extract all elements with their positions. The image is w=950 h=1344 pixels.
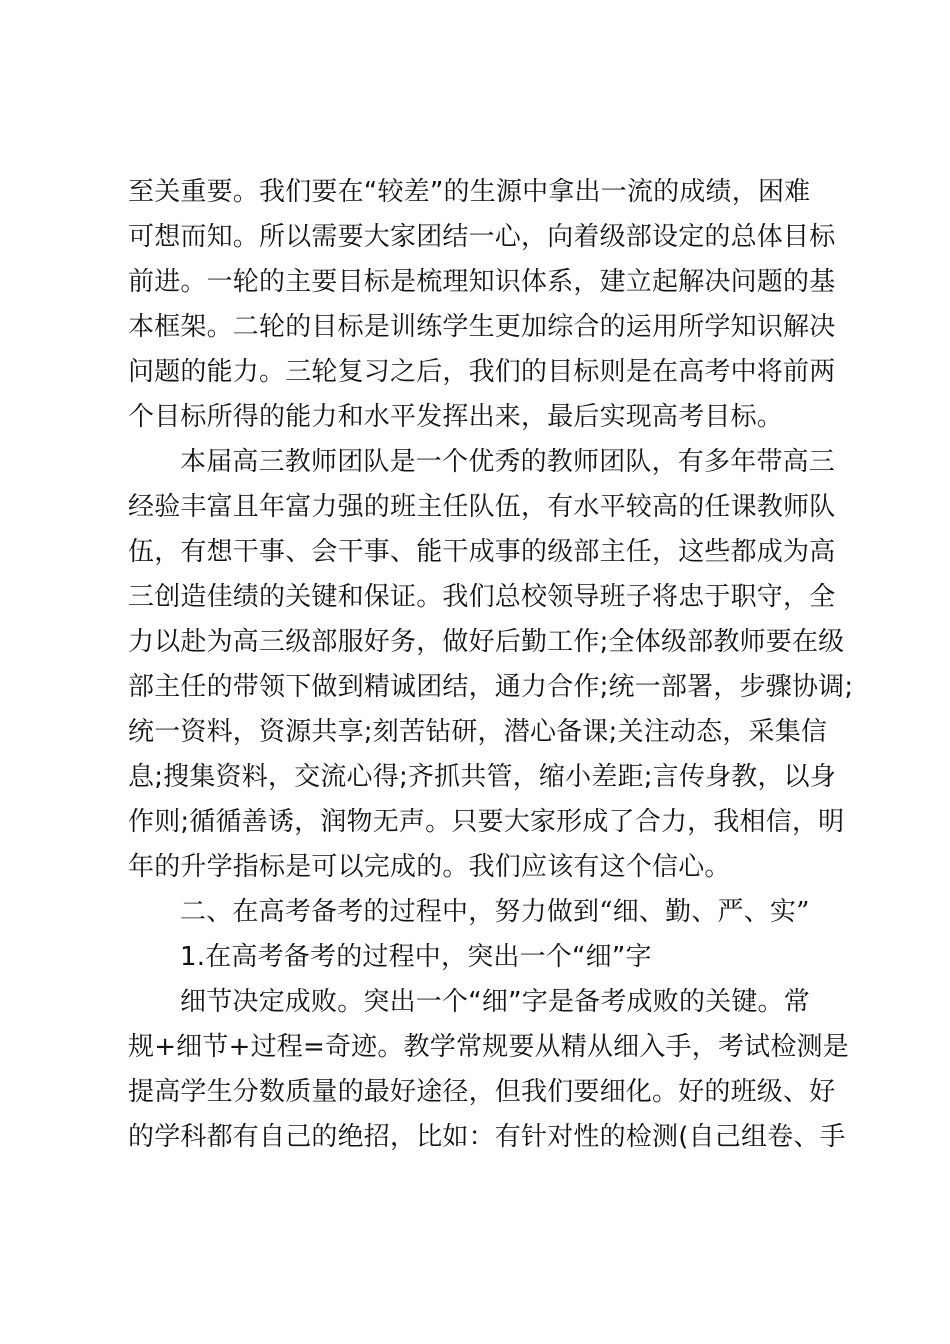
text-line: 可想而知。所以需要大家团结一心，向着级部设定的总体目标: [128, 222, 836, 252]
text-line: 伍，有想干事、会干事、能干成事的级部主任，这些都成为高: [128, 537, 836, 567]
text-line: 息;搜集资料，交流心得;齐抓共管，缩小差距;言传身教，以身: [128, 762, 837, 792]
text-line: 统一资料，资源共享;刻苦钻研，潜心备课;关注动态，采集信: [128, 717, 828, 747]
paragraph-start-line: 细节决定成败。突出一个“细”字是备考成败的关键。常: [180, 987, 810, 1017]
body-text: [128, 170, 854, 1160]
text-line: 至关重要。我们要在“较差”的生源中拿出一流的成绩，困难: [128, 177, 811, 207]
text-line: 提高学生分数质量的最好途径，但我们要细化。好的班级、好: [128, 1077, 836, 1107]
text-line: 力以赴为高三级部服好务，做好后勤工作;全体级部教师要在级: [128, 627, 845, 657]
text-line: 三创造佳绩的关键和保证。我们总校领导班子将忠于职守，全: [128, 582, 836, 612]
section-heading: 二、在高考备考的过程中，努力做到“细、勤、严、实”: [180, 897, 810, 927]
subsection-heading: 1.在高考备考的过程中，突出一个“细”字: [180, 942, 652, 972]
text-line: 问题的能力。三轮复习之后，我们的目标则是在高考中将前两: [128, 357, 836, 387]
text-line: 部主任的带领下做到精诚团结，通力合作;统一部署，步骤协调;: [128, 672, 854, 702]
text-line: 经验丰富且年富力强的班主任队伍，有水平较高的任课教师队: [128, 492, 836, 522]
text-line: 年的升学指标是可以完成的。我们应该有这个信心。: [128, 852, 731, 882]
text-line: 本框架。二轮的目标是训练学生更加综合的运用所学知识解决: [128, 312, 836, 342]
text-line: 作则;循循善诱，润物无声。只要大家形成了合力，我相信，明: [128, 807, 845, 837]
paragraph-start-line: 本届高三教师团队是一个优秀的教师团队，有多年带高三: [180, 447, 836, 477]
text-line: 个目标所得的能力和水平发挥出来，最后实现高考目标。: [128, 402, 784, 432]
text-line: 前进。一轮的主要目标是梳理知识体系，建立起解决问题的基: [128, 267, 836, 297]
text-line: 的学科都有自己的绝招，比如：有针对性的检测(自己组卷、手: [128, 1122, 846, 1152]
text-line: 规+细节+过程=奇迹。教学常规要从精从细入手，考试检测是: [128, 1032, 849, 1062]
